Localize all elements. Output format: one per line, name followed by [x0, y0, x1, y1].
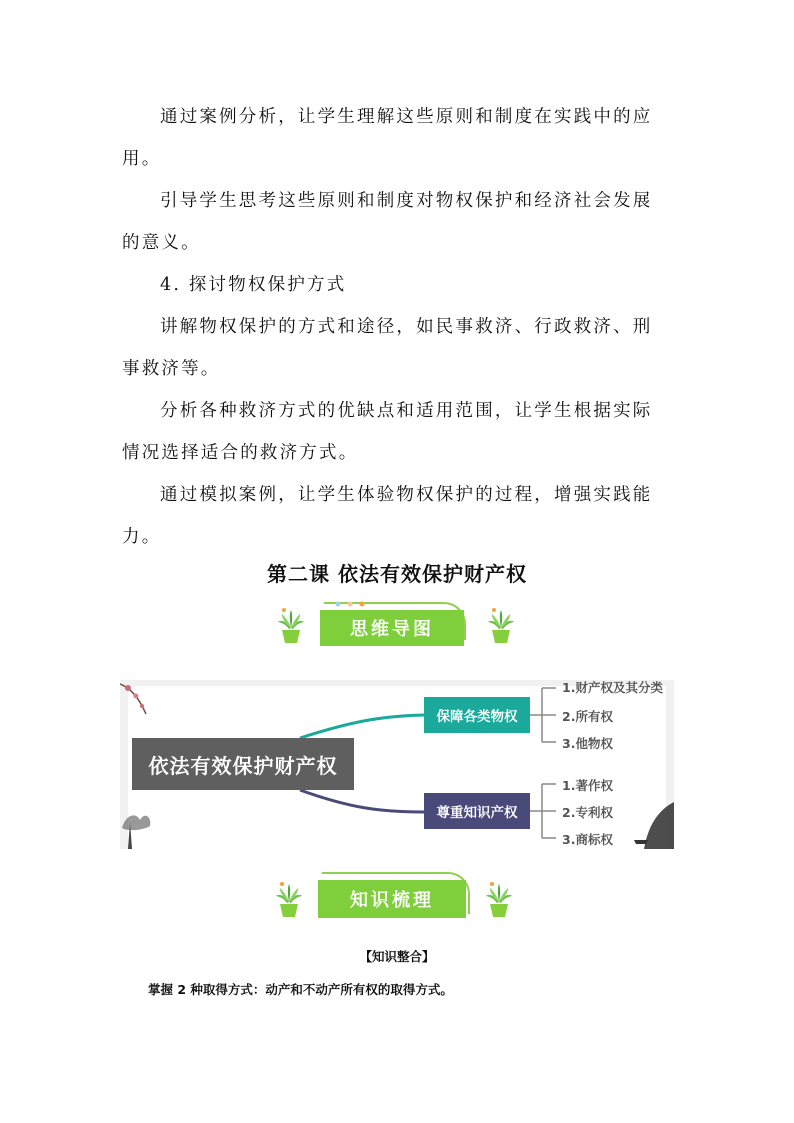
mindmap-branch-ip: 尊重知识产权 — [424, 793, 530, 829]
mindmap-leaf: 2.专利权 — [562, 805, 613, 820]
knowledge-badge-label: 知识梳理 — [318, 880, 466, 918]
knowledge-line: 掌握 2 种取得方式：动产和不动产所有权的取得方式。 — [148, 982, 453, 997]
potted-plant-icon — [484, 880, 514, 918]
mindmap-leaf-clip — [560, 829, 670, 848]
paragraph-4: 讲解物权保护的方式和途径，如民事救济、行政救济、刑事救济等。 — [122, 317, 653, 379]
mindmap-badge-label: 思维导图 — [320, 610, 464, 646]
mindmap-leaf: 2.所有权 — [562, 709, 613, 724]
knowledge-heading: 【知识整合】 — [359, 949, 435, 964]
mindmap-leaf: 1.财产权及其分类 — [562, 680, 663, 695]
paragraph-6: 通过模拟案例，让学生体验物权保护的过程，增强实践能力。 — [122, 485, 653, 547]
paragraph-5: 分析各种救济方式的优缺点和适用范围，让学生根据实际情况选择适合的救济方式。 — [122, 401, 653, 463]
paragraph-3: 4. 探讨物权保护方式 — [160, 275, 347, 295]
mindmap-root: 依法有效保护财产权 — [132, 738, 354, 790]
mindmap-leaf: 3.商标权 — [562, 832, 613, 847]
knowledge-badge — [274, 870, 518, 922]
mindmap-branch-property: 保障各类物权 — [424, 697, 530, 733]
mindmap-leaf-clip — [560, 680, 670, 696]
potted-plant-icon — [274, 880, 304, 918]
mindmap-leaf: 3.他物权 — [562, 736, 613, 751]
paragraph-1: 通过案例分析，让学生理解这些原则和制度在实践中的应用。 — [122, 107, 653, 169]
lesson-title: 第二课 依法有效保护财产权 — [267, 562, 527, 586]
mindmap-leaf: 1.著作权 — [562, 778, 613, 793]
paragraph-2: 引导学生思考这些原则和制度对物权保护和经济社会发展的意义。 — [122, 191, 653, 253]
